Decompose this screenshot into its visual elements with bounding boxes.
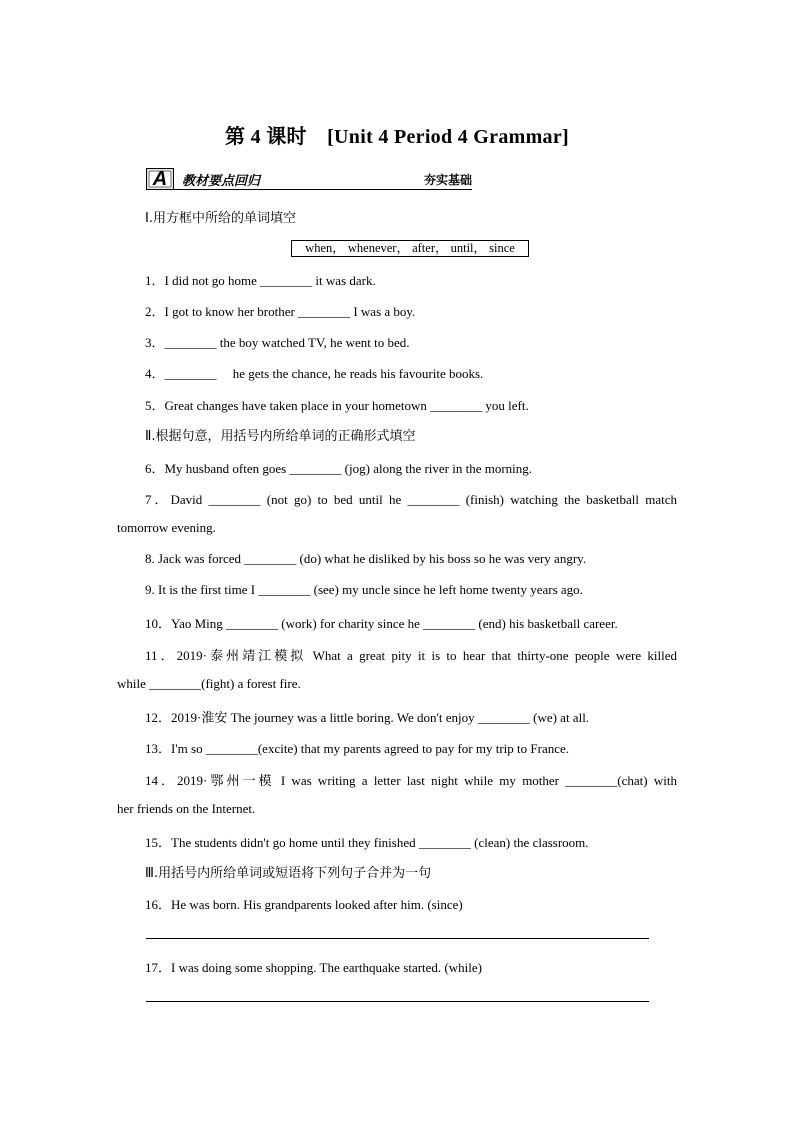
question-11-line-1: 11．2019·泰州靖江模拟 What a great pity it is to hear that thirty-one people were killed <box>145 648 677 663</box>
question-14-line-1: 14．2019·鄂州一模 I was writing a letter last night while my mother ________(chat) with <box>145 773 677 788</box>
question-17: 17．I was doing some shopping. The earthquake started. (while) <box>145 960 482 975</box>
question-13: 13．I'm so ________(excite) that my parents agreed to pay for my trip to France. <box>145 741 570 756</box>
section-2-heading: Ⅱ.根据句意，用括号内所给单词的正确形式填空 <box>145 429 416 444</box>
question-1: 1．I did not go home ________ it was dark. <box>145 273 376 288</box>
section-1-heading: Ⅰ.用方框中所给的单词填空 <box>145 211 296 226</box>
section-3-heading: Ⅲ.用括号内所给单词或短语将下列句子合并为一句 <box>145 866 432 881</box>
question-7-line-2: tomorrow evening. <box>117 520 216 535</box>
question-12: 12．2019·淮安 The journey was a little boring. We don't enjoy ________ (we) at all. <box>145 710 590 725</box>
question-7-line-1: 7．David ________ (not go) to bed until he ________ (finish) watching the basketball match <box>145 492 677 507</box>
question-2: 2．I got to know her brother ________ I was a boy. <box>145 304 416 319</box>
question-15: 15．The students didn't go home until they finished ________ (clean) the classroom. <box>145 835 589 850</box>
question-9: 9. It is the first time I ________ (see) my uncle since he left home twenty years ago. <box>145 582 583 597</box>
banner-subtitle: 夯实基础 <box>423 173 472 187</box>
question-3: 3．________ the boy watched TV, he went to bed. <box>145 335 410 350</box>
question-10: 10．Yao Ming ________ (work) for charity since he ________ (end) his basketball career. <box>145 616 618 631</box>
page-title: 第 4 课时 [Unit 4 Period 4 Grammar] <box>225 126 569 148</box>
question-4: 4．________ he gets the chance, he reads his favourite books. <box>145 366 484 381</box>
question-8: 8. Jack was forced ________ (do) what he disliked by his boss so he was very angry. <box>145 551 587 566</box>
section-banner <box>146 168 472 190</box>
banner-underline <box>174 189 472 190</box>
question-11-line-2: while ________(fight) a forest fire. <box>117 676 301 691</box>
question-5: 5．Great changes have taken place in your hometown ________ you left. <box>145 398 529 413</box>
question-16: 16．He was born. His grandparents looked after him. (since) <box>145 897 463 912</box>
answer-line-17 <box>146 1001 649 1002</box>
question-6: 6．My husband often goes ________ (jog) along the river in the morning. <box>145 461 533 476</box>
word-box: when， whenever， after， until， since <box>291 240 529 257</box>
section-badge-icon: A <box>146 168 174 190</box>
banner-title: 教材要点回归 <box>182 174 261 189</box>
question-14-line-2: her friends on the Internet. <box>117 801 256 816</box>
answer-line-16 <box>146 938 649 939</box>
